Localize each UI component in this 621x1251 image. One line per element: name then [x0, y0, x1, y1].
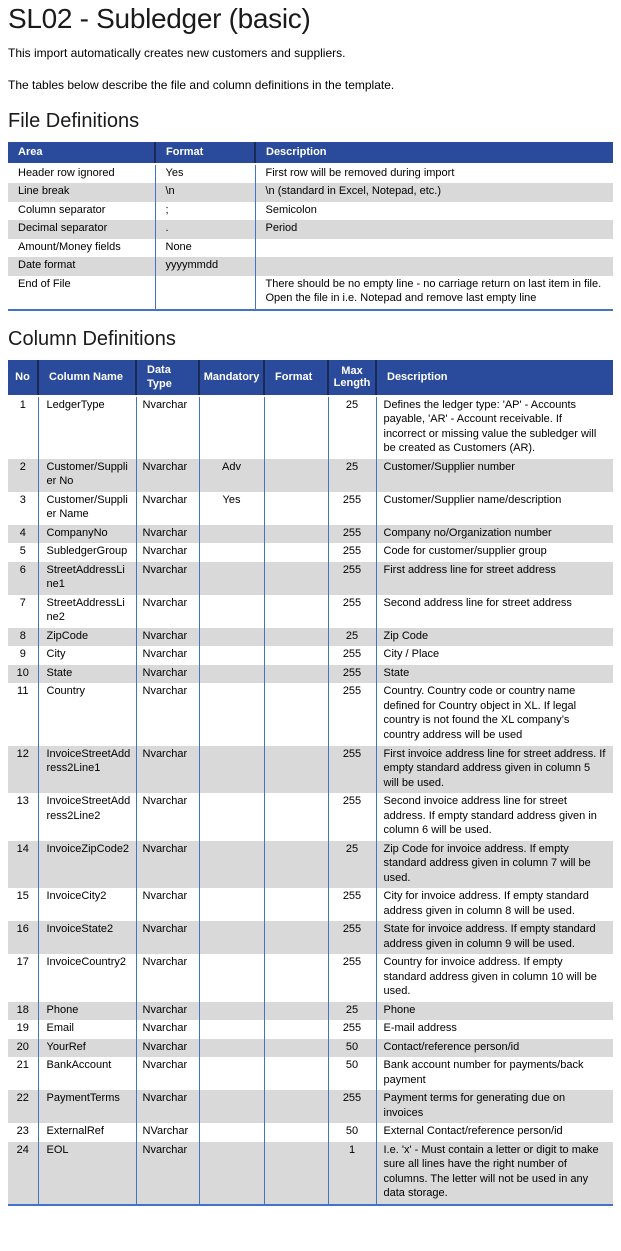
table-row [8, 492, 613, 525]
cell-data-type: Nvarchar [136, 396, 199, 459]
cell-description: City / Place [376, 646, 613, 665]
table-row [8, 239, 613, 258]
column-definitions-header-row [8, 360, 613, 396]
cell-mandatory [199, 1123, 264, 1142]
cell-data-type: Nvarchar [136, 746, 199, 794]
table-row [8, 562, 613, 595]
cell-no: 24 [8, 1142, 38, 1205]
cell-format [264, 746, 328, 794]
cell-format [264, 1039, 328, 1058]
cell-format: Yes [155, 164, 255, 184]
table-row [8, 746, 613, 794]
cell-max-length: 255 [328, 921, 376, 954]
cell-description: Customer/Supplier name/description [376, 492, 613, 525]
cell-format [264, 459, 328, 492]
table-row [8, 1002, 613, 1021]
cell-no: 20 [8, 1039, 38, 1058]
cell-data-type: Nvarchar [136, 793, 199, 841]
cell-data-type: Nvarchar [136, 683, 199, 745]
cell-description: Zip Code [376, 628, 613, 647]
cell-no: 19 [8, 1020, 38, 1039]
page-title: SL02 - Subledger (basic) [8, 3, 311, 34]
table-row [8, 628, 613, 647]
cell-max-length: 1 [328, 1142, 376, 1205]
cell-mandatory: Adv [199, 459, 264, 492]
cell-max-length: 255 [328, 543, 376, 562]
cell-max-length: 255 [328, 1090, 376, 1123]
cell-description: Second invoice address line for street address. If empty standard address given in column 6 will be used. [376, 793, 613, 841]
table-row [8, 1090, 613, 1123]
file-definitions-table [8, 142, 613, 311]
cell-mandatory [199, 841, 264, 889]
cell-no: 22 [8, 1090, 38, 1123]
cell-format [264, 1090, 328, 1123]
cell-format: ; [155, 202, 255, 221]
cell-description: City for invoice address. If empty standard address given in column 8 will be used. [376, 888, 613, 921]
cell-no: 6 [8, 562, 38, 595]
cell-data-type: Nvarchar [136, 562, 199, 595]
table-row [8, 683, 613, 745]
cell-column-name: SubledgerGroup [38, 543, 136, 562]
cell-mandatory [199, 543, 264, 562]
cell-area: Line break [8, 183, 155, 202]
cell-format [264, 543, 328, 562]
cell-description: State [376, 665, 613, 684]
cell-data-type: Nvarchar [136, 954, 199, 1002]
column-header-max-length: Max Length [328, 360, 376, 396]
table-row [8, 1020, 613, 1039]
column-header-data-type: Data Type [136, 360, 199, 396]
table-row [8, 459, 613, 492]
cell-description: First row will be removed during import [255, 164, 613, 184]
cell-max-length: 255 [328, 746, 376, 794]
cell-description: Payment terms for generating due on invoices [376, 1090, 613, 1123]
cell-mandatory [199, 1039, 264, 1058]
cell-no: 17 [8, 954, 38, 1002]
cell-column-name: StreetAddressLine1 [38, 562, 136, 595]
table-row [8, 257, 613, 276]
cell-data-type: Nvarchar [136, 921, 199, 954]
cell-column-name: InvoiceStreetAddress2Line2 [38, 793, 136, 841]
cell-description: There should be no empty line - no carriage return on last item in file. Open the file in i.e. Notepad and remove last empty line [255, 276, 613, 310]
cell-format [264, 628, 328, 647]
cell-mandatory [199, 746, 264, 794]
cell-no: 10 [8, 665, 38, 684]
cell-description: Contact/reference person/id [376, 1039, 613, 1058]
cell-no: 21 [8, 1057, 38, 1090]
table-row [8, 1123, 613, 1142]
table-row [8, 164, 613, 184]
cell-format [264, 665, 328, 684]
cell-max-length: 25 [328, 396, 376, 459]
cell-mandatory [199, 525, 264, 544]
cell-column-name: ZipCode [38, 628, 136, 647]
cell-description: Country for invoice address. If empty standard address given in column 10 will be used. [376, 954, 613, 1002]
cell-mandatory [199, 595, 264, 628]
cell-max-length: 50 [328, 1057, 376, 1090]
cell-format [264, 492, 328, 525]
cell-description: Semicolon [255, 202, 613, 221]
cell-format: . [155, 220, 255, 239]
cell-mandatory [199, 1002, 264, 1021]
table-row [8, 202, 613, 221]
column-definitions-table [8, 360, 613, 1206]
cell-format [264, 1142, 328, 1205]
cell-mandatory [199, 1142, 264, 1205]
cell-column-name: InvoiceCountry2 [38, 954, 136, 1002]
cell-mandatory: Yes [199, 492, 264, 525]
cell-description: State for invoice address. If empty standard address given in column 9 will be used. [376, 921, 613, 954]
cell-column-name: State [38, 665, 136, 684]
cell-max-length: 25 [328, 1002, 376, 1021]
cell-no: 4 [8, 525, 38, 544]
cell-max-length: 255 [328, 793, 376, 841]
cell-description: Country. Country code or country name defined for Country object in XL. If legal country is not found the XL company’s country address will be used [376, 683, 613, 745]
cell-column-name: City [38, 646, 136, 665]
cell-data-type: Nvarchar [136, 628, 199, 647]
table-row [8, 793, 613, 841]
cell-mandatory [199, 921, 264, 954]
column-header-format: Format [155, 142, 255, 164]
cell-no: 8 [8, 628, 38, 647]
cell-format [155, 276, 255, 310]
cell-data-type: Nvarchar [136, 595, 199, 628]
cell-data-type: Nvarchar [136, 1057, 199, 1090]
cell-description: Company no/Organization number [376, 525, 613, 544]
cell-mandatory [199, 683, 264, 745]
cell-data-type: Nvarchar [136, 543, 199, 562]
cell-format: None [155, 239, 255, 258]
column-header-format: Format [264, 360, 328, 396]
cell-description: Zip Code for invoice address. If empty standard address given in column 7 will be used. [376, 841, 613, 889]
cell-max-length: 255 [328, 562, 376, 595]
table-row [8, 1057, 613, 1090]
column-header-no: No [8, 360, 38, 396]
cell-max-length: 25 [328, 841, 376, 889]
cell-format [264, 1020, 328, 1039]
cell-data-type: Nvarchar [136, 1020, 199, 1039]
column-header-column-name: Column Name [38, 360, 136, 396]
cell-mandatory [199, 1020, 264, 1039]
cell-max-length: 255 [328, 595, 376, 628]
file-definitions-header-row [8, 142, 613, 164]
cell-mandatory [199, 888, 264, 921]
cell-no: 12 [8, 746, 38, 794]
intro-paragraph-2: The tables below describe the file and column definitions in the template. [8, 78, 395, 92]
cell-description [255, 239, 613, 258]
table-row [8, 888, 613, 921]
cell-mandatory [199, 562, 264, 595]
cell-area: Column separator [8, 202, 155, 221]
cell-mandatory [199, 793, 264, 841]
cell-format [264, 646, 328, 665]
cell-column-name: StreetAddressLine2 [38, 595, 136, 628]
table-row [8, 646, 613, 665]
cell-mandatory [199, 628, 264, 647]
table-row [8, 276, 613, 310]
cell-no: 3 [8, 492, 38, 525]
cell-max-length: 255 [328, 525, 376, 544]
table-row [8, 1142, 613, 1205]
cell-format [264, 1123, 328, 1142]
cell-max-length: 255 [328, 665, 376, 684]
table-row [8, 183, 613, 202]
cell-format [264, 1057, 328, 1090]
cell-description: First invoice address line for street address. If empty standard address given in column 5 will be used. [376, 746, 613, 794]
cell-data-type: Nvarchar [136, 525, 199, 544]
table-row [8, 921, 613, 954]
cell-format: yyyymmdd [155, 257, 255, 276]
cell-no: 16 [8, 921, 38, 954]
header-row [8, 360, 613, 396]
cell-description [255, 257, 613, 276]
cell-column-name: BankAccount [38, 1057, 136, 1090]
table-row [8, 396, 613, 459]
cell-area: End of File [8, 276, 155, 310]
cell-data-type: Nvarchar [136, 1090, 199, 1123]
cell-data-type: Nvarchar [136, 1142, 199, 1205]
cell-data-type: Nvarchar [136, 1002, 199, 1021]
cell-description: Phone [376, 1002, 613, 1021]
table-row [8, 220, 613, 239]
cell-mandatory [199, 1090, 264, 1123]
table-row [8, 665, 613, 684]
intro-paragraph-1: This import automatically creates new customers and suppliers. [8, 46, 346, 60]
cell-area: Amount/Money fields [8, 239, 155, 258]
table-row [8, 525, 613, 544]
cell-description: Bank account number for payments/back payment [376, 1057, 613, 1090]
column-header-area: Area [8, 142, 155, 164]
cell-format [264, 841, 328, 889]
cell-mandatory [199, 396, 264, 459]
cell-no: 2 [8, 459, 38, 492]
cell-description: Period [255, 220, 613, 239]
cell-column-name: InvoiceZipCode2 [38, 841, 136, 889]
cell-data-type: NVarchar [136, 1123, 199, 1142]
cell-no: 13 [8, 793, 38, 841]
cell-column-name: LedgerType [38, 396, 136, 459]
cell-no: 15 [8, 888, 38, 921]
table-row [8, 543, 613, 562]
cell-description: Defines the ledger type: 'AP' - Accounts payable, 'AR' - Account receivable. If incorrect or missing value the subledger will be created as Customers (AR). [376, 396, 613, 459]
column-definitions-heading: Column Definitions [8, 327, 176, 350]
cell-column-name: YourRef [38, 1039, 136, 1058]
cell-no: 5 [8, 543, 38, 562]
cell-max-length: 255 [328, 954, 376, 1002]
table-row [8, 1039, 613, 1058]
cell-column-name: EOL [38, 1142, 136, 1205]
cell-no: 18 [8, 1002, 38, 1021]
cell-description: Customer/Supplier number [376, 459, 613, 492]
cell-mandatory [199, 1057, 264, 1090]
cell-area: Decimal separator [8, 220, 155, 239]
cell-column-name: InvoiceCity2 [38, 888, 136, 921]
cell-format [264, 396, 328, 459]
cell-data-type: Nvarchar [136, 492, 199, 525]
table-row [8, 595, 613, 628]
cell-max-length: 255 [328, 683, 376, 745]
cell-description: \n (standard in Excel, Notepad, etc.) [255, 183, 613, 202]
column-header-description: Description [376, 360, 613, 396]
cell-column-name: Phone [38, 1002, 136, 1021]
cell-max-length: 255 [328, 888, 376, 921]
cell-data-type: Nvarchar [136, 646, 199, 665]
cell-format [264, 888, 328, 921]
cell-no: 7 [8, 595, 38, 628]
cell-format [264, 525, 328, 544]
file-definitions-heading: File Definitions [8, 110, 140, 132]
cell-column-name: Customer/Supplier Name [38, 492, 136, 525]
cell-column-name: InvoiceState2 [38, 921, 136, 954]
file-definitions-body [8, 164, 613, 310]
cell-column-name: Customer/Supplier No [38, 459, 136, 492]
cell-data-type: Nvarchar [136, 1039, 199, 1058]
cell-format [264, 921, 328, 954]
cell-mandatory [199, 665, 264, 684]
cell-description: Code for customer/supplier group [376, 543, 613, 562]
cell-max-length: 255 [328, 646, 376, 665]
cell-column-name: Country [38, 683, 136, 745]
cell-format [264, 954, 328, 1002]
cell-data-type: Nvarchar [136, 841, 199, 889]
cell-max-length: 255 [328, 1020, 376, 1039]
column-header-mandatory: Mandatory [199, 360, 264, 396]
cell-no: 9 [8, 646, 38, 665]
cell-format [264, 595, 328, 628]
cell-description: External Contact/reference person/id [376, 1123, 613, 1142]
table-row [8, 954, 613, 1002]
cell-max-length: 50 [328, 1123, 376, 1142]
cell-max-length: 50 [328, 1039, 376, 1058]
cell-mandatory [199, 954, 264, 1002]
cell-column-name: PaymentTerms [38, 1090, 136, 1123]
cell-column-name: Email [38, 1020, 136, 1039]
cell-description: Second address line for street address [376, 595, 613, 628]
column-header-description: Description [255, 142, 613, 164]
table-row [8, 841, 613, 889]
cell-format [264, 562, 328, 595]
cell-data-type: Nvarchar [136, 888, 199, 921]
cell-no: 14 [8, 841, 38, 889]
cell-format [264, 1002, 328, 1021]
cell-column-name: InvoiceStreetAddress2Line1 [38, 746, 136, 794]
cell-max-length: 25 [328, 628, 376, 647]
cell-no: 1 [8, 396, 38, 459]
column-definitions-body [8, 396, 613, 1205]
cell-max-length: 25 [328, 459, 376, 492]
cell-description: First address line for street address [376, 562, 613, 595]
cell-data-type: Nvarchar [136, 665, 199, 684]
header-row [8, 142, 613, 164]
cell-area: Header row ignored [8, 164, 155, 184]
cell-description: I.e. 'x' - Must contain a letter or digit to make sure all lines have the right number of columns. The letter will not be used in any data storage. [376, 1142, 613, 1205]
cell-no: 11 [8, 683, 38, 745]
cell-column-name: CompanyNo [38, 525, 136, 544]
cell-format: \n [155, 183, 255, 202]
cell-format [264, 793, 328, 841]
cell-column-name: ExternalRef [38, 1123, 136, 1142]
cell-max-length: 255 [328, 492, 376, 525]
cell-mandatory [199, 646, 264, 665]
cell-no: 23 [8, 1123, 38, 1142]
cell-format [264, 683, 328, 745]
cell-area: Date format [8, 257, 155, 276]
cell-data-type: Nvarchar [136, 459, 199, 492]
cell-description: E-mail address [376, 1020, 613, 1039]
